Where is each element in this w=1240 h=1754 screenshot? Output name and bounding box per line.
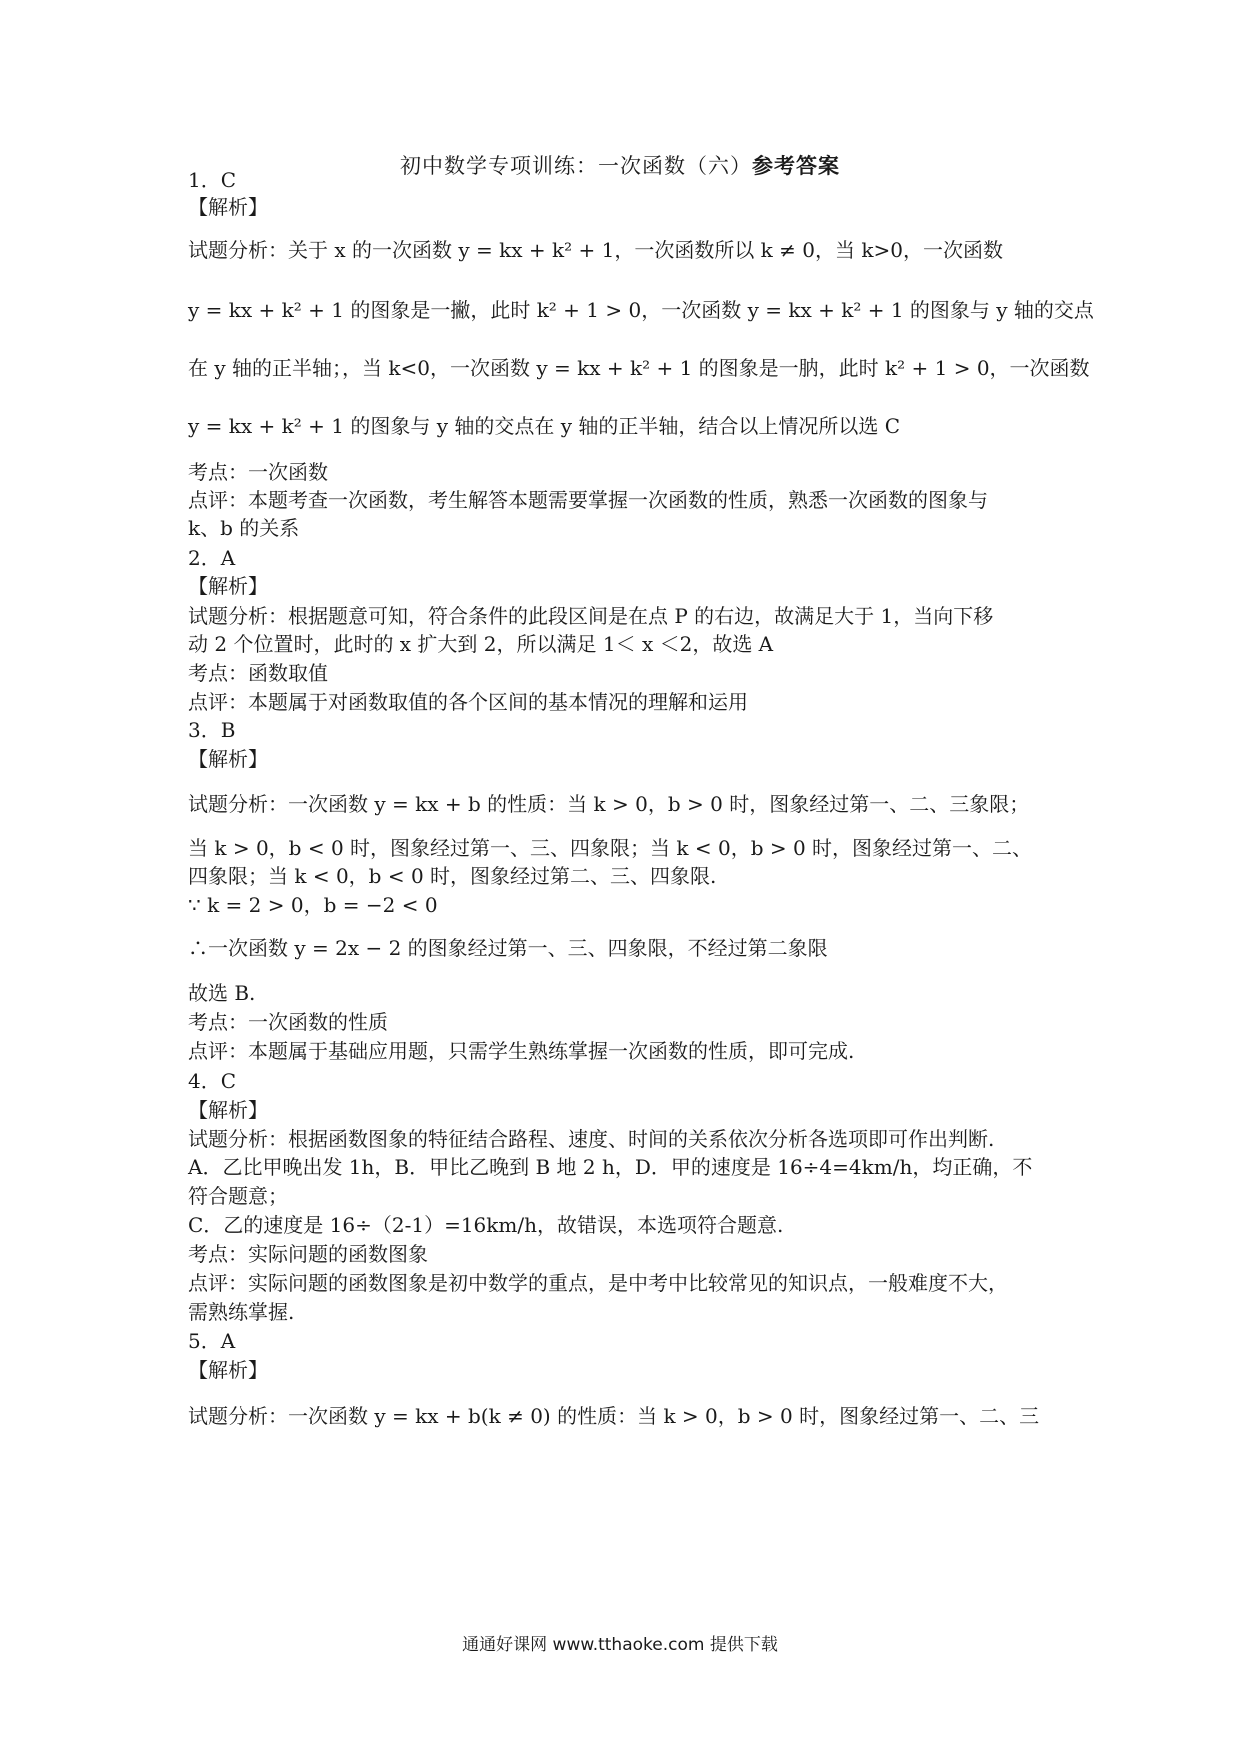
text-line: 试题分析：一次函数 y = kx + b 的性质：当 k > 0，b > 0 时，图象经过第一、二、三象限； (188, 792, 1030, 816)
text-line: 3．B (188, 718, 236, 742)
page-footer: 通通好课网 www.tthaoke.com 提供下载 (462, 1635, 778, 1655)
text-line: 【解析】 (188, 1098, 268, 1122)
text-line: C．乙的速度是 16÷（2-1）=16km/h，故错误，本选项符合题意. (188, 1213, 784, 1237)
text-line: 4．C (188, 1069, 237, 1093)
text-line: 考点：一次函数的性质 (188, 1010, 388, 1034)
text-line: 需熟练掌握. (188, 1300, 295, 1324)
text-line: 【解析】 (188, 195, 268, 219)
text-line: k、b 的关系 (188, 516, 300, 540)
text-line: ∴一次函数 y = 2x − 2 的图象经过第一、三、四象限，不经过第二象限 (188, 936, 828, 960)
text-line: y = kx + k² + 1 的图象与 y 轴的交点在 y 轴的正半轴，结合以上情况所以选 C (188, 414, 901, 438)
text-line: 5．A (188, 1329, 236, 1353)
text-line: 当 k > 0，b < 0 时，图象经过第一、三、四象限；当 k < 0，b > 0 时，图象经过第一、二、 (188, 836, 1033, 860)
text-line: 考点：一次函数 (188, 460, 328, 484)
text-line: 考点：实际问题的函数图象 (188, 1242, 428, 1266)
text-line: y = kx + k² + 1 的图象是一撇，此时 k² + 1 > 0，一次函数 y = kx + k² + 1 的图象与 y 轴的交点 (188, 298, 1094, 322)
text-line: 故选 B. (188, 981, 256, 1005)
text-line: 点评：本题考查一次函数，考生解答本题需要掌握一次函数的性质，熟悉一次函数的图象与 (188, 488, 988, 512)
text-line: 1．C (188, 168, 237, 192)
text-line: 试题分析：一次函数 y = kx + b(k ≠ 0) 的性质：当 k > 0，b > 0 时，图象经过第一、二、三 (188, 1404, 1040, 1428)
text-line: 【解析】 (188, 574, 268, 598)
text-line: 试题分析：根据题意可知，符合条件的此段区间是在点 P 的右边，故满足大于 1，当向下移 (188, 604, 994, 628)
text-line: 试题分析：关于 x 的一次函数 y = kx + k² + 1，一次函数所以 k ≠ 0，当 k>0，一次函数 (188, 238, 1003, 262)
text-line: 考点：函数取值 (188, 661, 328, 685)
text-line: 符合题意； (188, 1184, 288, 1208)
text-line: 四象限；当 k < 0，b < 0 时，图象经过第二、三、四象限. (188, 864, 717, 888)
text-line: 【解析】 (188, 747, 268, 771)
text-line: 【解析】 (188, 1358, 268, 1382)
text-line: A．乙比甲晚出发 1h，B．甲比乙晚到 B 地 2 h，D．甲的速度是 16÷4=4km/h，均正确，不 (188, 1155, 1033, 1179)
text-line: 试题分析：根据函数图象的特征结合路程、速度、时间的关系依次分析各选项即可作出判断. (188, 1127, 995, 1151)
text-line: 在 y 轴的正半轴；，当 k<0，一次函数 y = kx + k² + 1 的图象是一肭，此时 k² + 1 > 0，一次函数 (188, 356, 1090, 380)
title-main: 初中数学专项训练：一次函数（六） (400, 154, 752, 178)
text-line: 2．A (188, 546, 236, 570)
title-bold: 参考答案 (752, 153, 840, 178)
text-line: 点评：本题属于基础应用题，只需学生熟练掌握一次函数的性质，即可完成. (188, 1039, 855, 1063)
text-line: 点评：本题属于对函数取值的各个区间的基本情况的理解和运用 (188, 690, 748, 714)
text-line: 动 2 个位置时，此时的 x 扩大到 2，所以满足 1＜ x ＜2，故选 A (188, 632, 774, 656)
text-line: 点评：实际问题的函数图象是初中数学的重点，是中考中比较常见的知识点，一般难度不大， (188, 1271, 1008, 1295)
text-line: ∵ k = 2 > 0，b = −2 < 0 (188, 893, 438, 917)
